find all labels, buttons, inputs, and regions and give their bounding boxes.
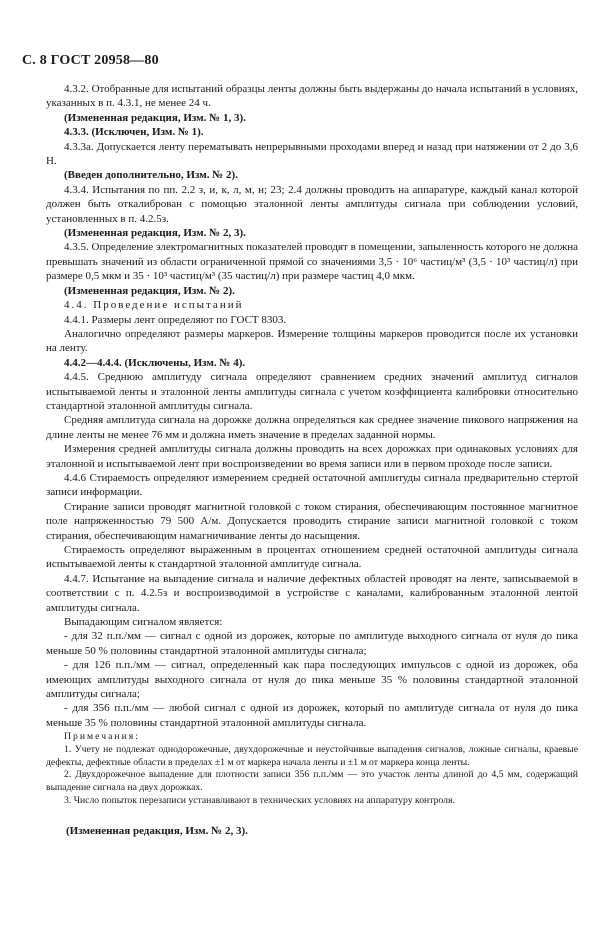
list-item: - для 126 п.п./мм — сигнал, определенный как пара последующих импульсов с одной из дорожек, оба имеющих амплитуды выходного сигнала от нуля до пика меньше 35 % половины стандартной эталонной амплитуды сигнала; (46, 659, 578, 701)
paragraph-4-3-2: 4.3.2. Отобранные для испытаний образцы ленты должны быть выдержаны до начала испытаний в условиях, указанных в п. 4.3.1, не менее 24 ч. (46, 83, 578, 110)
amendment-note: (Измененная редакция, Изм. № 2). (64, 284, 235, 297)
paragraph-4-3-4: 4.3.4. Испытания по пп. 2.2 з, и, к, л, м, н; 23; 2.4 должны проводить на аппаратуре, каждый канал которой должен быть откалиброван с помощью эталонной ленты амплитуды сигнала при соблюдении условий, установленных в п. 4.2.5з. (46, 183, 578, 225)
amendment-note: (Измененная редакция, Изм. № 1, 3). (64, 111, 246, 124)
note-item: 1. Учету не подлежат однодорожечные, двухдорожечные и неустойчивые выпадения сигналов, ложные сигналы, краевые дефекты, дефектные области в пределах ±1 м от маркера начала ленты и ±1 м от маркера конца ленты. (46, 743, 578, 768)
list-item: - для 356 п.п./мм — любой сигнал с одной из дорожек, который по амплитуде сигнала от нуля до пика меньше 35 % половины стандартной эталонной амплитуды сигнала. (46, 702, 578, 729)
paragraph-4-4-6: 4.4.6 Стираемость определяют измерением средней остаточной амплитуды сигнала предварительно стертой записи информации. (46, 471, 578, 499)
note-item: 3. Число попыток перезаписи устанавливают в технических условиях на аппаратуру контроля. (64, 794, 455, 806)
paragraph-4-3-5: 4.3.5. Определение электромагнитных показателей проводят в помещении, запыленность которого не должна превышать значений из области ограниченной прямой со значениями 3,5 · 10⁶ частиц/м³ (3,5 · 10³ частиц/л) при размере 0,5 мкм и 35 · 10³ частиц/м³ (35 частиц/л) при размере частиц 4,0 мкм. (46, 241, 578, 283)
final-amendment-note: (Измененная редакция, Изм. № 2, 3). (66, 825, 248, 837)
paragraph: Измерения средней амплитуды сигнала должны проводить на всех дорожках при одинаковых условиях для эталонной и испытываемой лент при воспроизведении во время записи или в первом проходе после записи. (46, 443, 578, 470)
notes-block (46, 731, 578, 808)
paragraph-4-4-5: 4.4.5. Среднюю амплитуду сигнала определяют сравнением средних значений амплитуд сигналов испытываемой ленты и эталонной ленты амплитуды сигнала с учетом коэффициента калибровки относительно стандартной эталонной амплитуды сигнала. (46, 371, 578, 412)
amendment-note: (Введен дополнительно, Изм. № 2). (64, 169, 238, 182)
paragraph: Стирание записи проводят магнитной головкой с током стирания, обеспечивающим постоянное магнитное поле напряженностью 79 500 А/м. Допускается проводить стирание записи магнитной головкой с током стирания, обеспечивающим намагничивание ленты до насыщения. (46, 500, 578, 542)
paragraph-4-3-3a: 4.3.3а. Допускается ленту перематывать непрерывными проходами вперед и назад при натяжении от 2 до 3,6 Н. (46, 140, 578, 168)
paragraph-4-4-1: 4.4.1. Размеры лент определяют по ГОСТ 8303. (64, 313, 287, 326)
paragraph-4-4-2-4-4-4: 4.4.2—4.4.4. (Исключены, Изм. № 4). (64, 356, 246, 369)
list-item: - для 32 п.п./мм — сигнал с одной из дорожек, которые по амплитуде выходного сигнала от нуля до пика меньше 50 % половины стандартной эталонной амплитуды сигнала; (46, 630, 578, 657)
paragraph: Выпадающим сигналом является: (64, 616, 223, 629)
page-header: С. 8 ГОСТ 20958—80 (22, 53, 159, 68)
paragraph: Стираемость определяют выраженным в процентах отношением средней остаточной амплитуды сигнала испытываемой ленты к стандартной эталонной амплитуде сигнала. (46, 544, 578, 571)
paragraph-4-4-7: 4.4.7. Испытание на выпадение сигнала и наличие дефектных областей проводят на ленте, записываемой в соответствии с п. 4.2.5з и воспроизводимой в устройстве с каналами, калиброванным эталонной лентой амплитуды сигнала. (46, 572, 578, 614)
paragraph-4-3-3: 4.3.3. (Исключен, Изм. № 1). (64, 126, 204, 139)
amendment-note: (Измененная редакция, Изм. № 2, 3). (64, 227, 246, 240)
notes-title: Примечания: (64, 731, 140, 742)
section-heading-4-4: 4.4. Проведение испытаний (64, 299, 244, 312)
paragraph: Аналогично определяют размеры маркеров. Измерение толщины маркеров проводится после их установки на ленту. (46, 327, 578, 355)
note-item: 2. Двухдорожечное выпадение для плотности записи 356 п.п./мм — это участок ленты длиной до 4,5 мм, содержащий выпадение сигнала на двух дорожках. (46, 769, 578, 794)
paragraph: Средняя амплитуда сигнала на дорожке должна определяться как среднее значение пикового напряжения на длине ленты не менее 76 мм и должна иметь значение в пределах заданной нормы. (46, 414, 578, 441)
document-body (46, 82, 578, 730)
